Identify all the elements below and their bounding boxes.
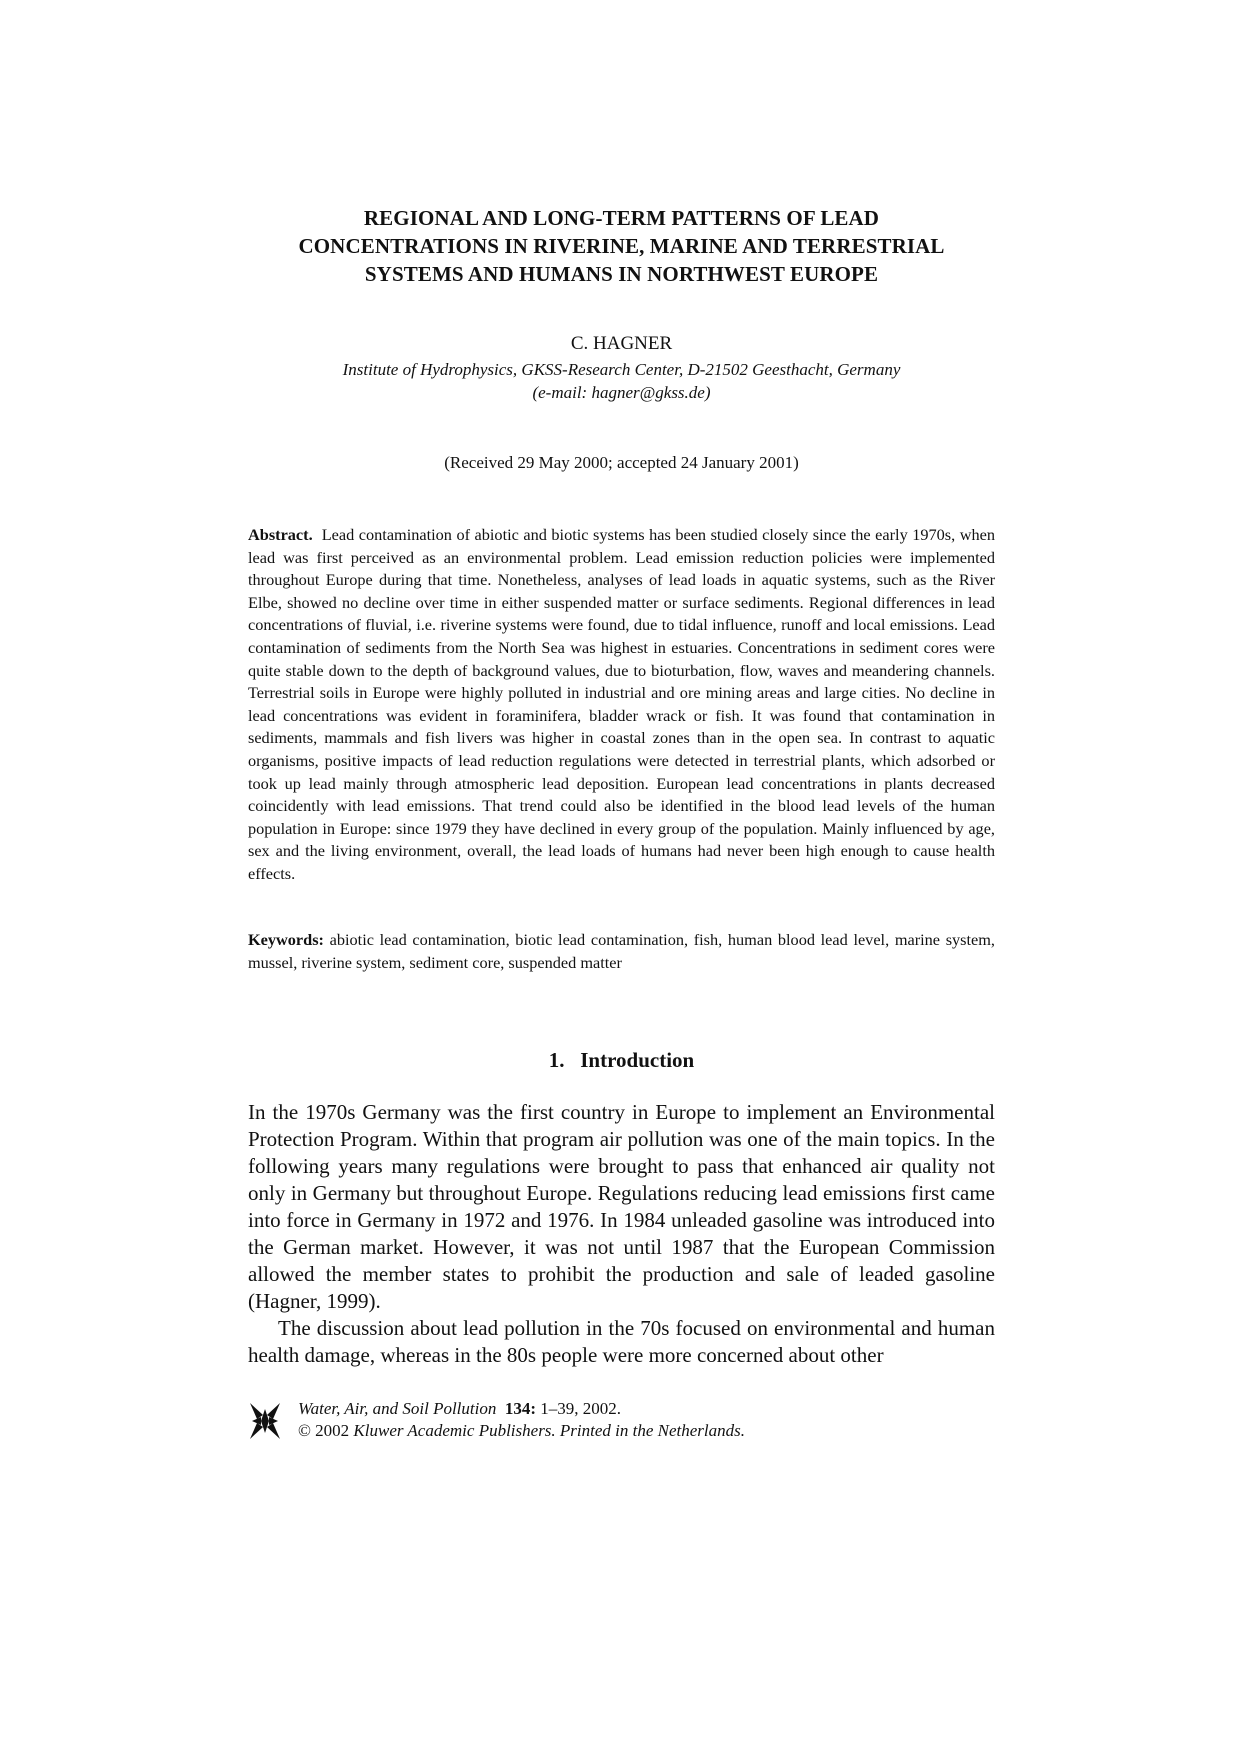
section-body [248,1099,995,1369]
received-dates: (Received 29 May 2000; accepted 24 January 2001) [444,453,799,472]
title-line-2: CONCENTRATIONS IN RIVERINE, MARINE AND TERRESTRIAL [298,234,945,258]
journal-volume: 134: [504,1399,537,1418]
footer-copyright-line [298,1420,745,1442]
footer-citation-line [298,1398,745,1420]
journal-pages: 1–39, 2002. [540,1399,622,1418]
email-line: (e-mail: hagner@gkss.de) [532,383,711,402]
body-paragraph-2: The discussion about lead pollution in the 70s focused on environmental and human health damage, whereas in the 80s people were more concerned about other [248,1316,995,1367]
affiliation-line: Institute of Hydrophysics, GKSS-Research Center, D-21502 Geesthacht, Germany [342,360,901,379]
journal-name: Water, Air, and Soil Pollution [298,1399,497,1418]
abstract-label: Abstract. [248,525,313,544]
journal-footer [248,1398,995,1448]
keywords-block [248,929,995,974]
body-paragraph-1: In the 1970s Germany was the first country in Europe to implement an Environmental Protection Program. Within that program air pollution was one of the main topics. In the following years many regulations were brought to pass that enhanced air quality not only in Germany but throughout Europe. Regulations reducing lead emissions first came into force in Germany in 1972 and 1976. In 1984 unleaded gasoline was introduced into the German market. However, it was not until 1987 that the European Commission allowed the member states to prohibit the production and sale of leaded gasoline (Hagner, 1999). [248,1100,995,1313]
section-heading: 1. Introduction [548,1048,695,1072]
paper-title [248,204,995,288]
abstract-text: Lead contamination of abiotic and biotic systems has been studied closely since the early 1970s, when lead was first perceived as an environmental problem. Lead emission reduction policies were implemented throughout Europe during that time. Nonetheless, analyses of lead loads in aquatic systems, such as the River Elbe, showed no decline over time in either suspended matter or surface sediments. Regional differences in lead concentrations of fluvial, i.e. riverine systems were found, due to tidal influence, runoff and local emissions. Lead contamination of sediments from the North Sea was highest in estuaries. Concentrations in sediment cores were quite stable down to the depth of background values, due to bioturbation, flow, waves and meandering channels. Terrestrial soils in Europe were highly polluted in industrial and ore mining areas and large cities. No decline in lead concentrations was evident in foraminifera, bladder wrack or fish. It was found that contamination in sediments, mammals and fish livers was higher in coastal zones than in the open sea. In contrast to aquatic organisms, positive impacts of lead reduction regulations were detected in terrestrial plants, which adsorbed or took up lead mainly through atmospheric lead deposition. European lead concentrations in plants decreased coincidently with lead emissions. That trend could also be identified in the blood lead levels of the human population in Europe: since 1979 they have declined in every group of the population. Mainly influenced by age, sex and the living environment, overall, the lead loads of humans had never been high enough to cause health effects. [248,525,996,883]
author-affiliation [248,358,995,404]
keywords-text: abiotic lead contamination, biotic lead contamination, fish, human blood lead level, marine system, mussel, riverine system, sediment core, suspended matter [248,930,995,972]
copyright-year: © 2002 [298,1421,350,1440]
author-name: C. HAGNER [570,333,673,354]
keywords-label: Keywords: [248,930,324,949]
title-line-1: REGIONAL AND LONG-TERM PATTERNS OF LEAD [363,206,880,230]
abstract-block [248,524,995,886]
footer-text [298,1398,745,1442]
publisher-logo-icon [248,1401,282,1441]
publisher-name: Kluwer Academic Publishers. Printed in the Netherlands. [353,1421,746,1440]
title-line-3: SYSTEMS AND HUMANS IN NORTHWEST EUROPE [364,262,879,286]
